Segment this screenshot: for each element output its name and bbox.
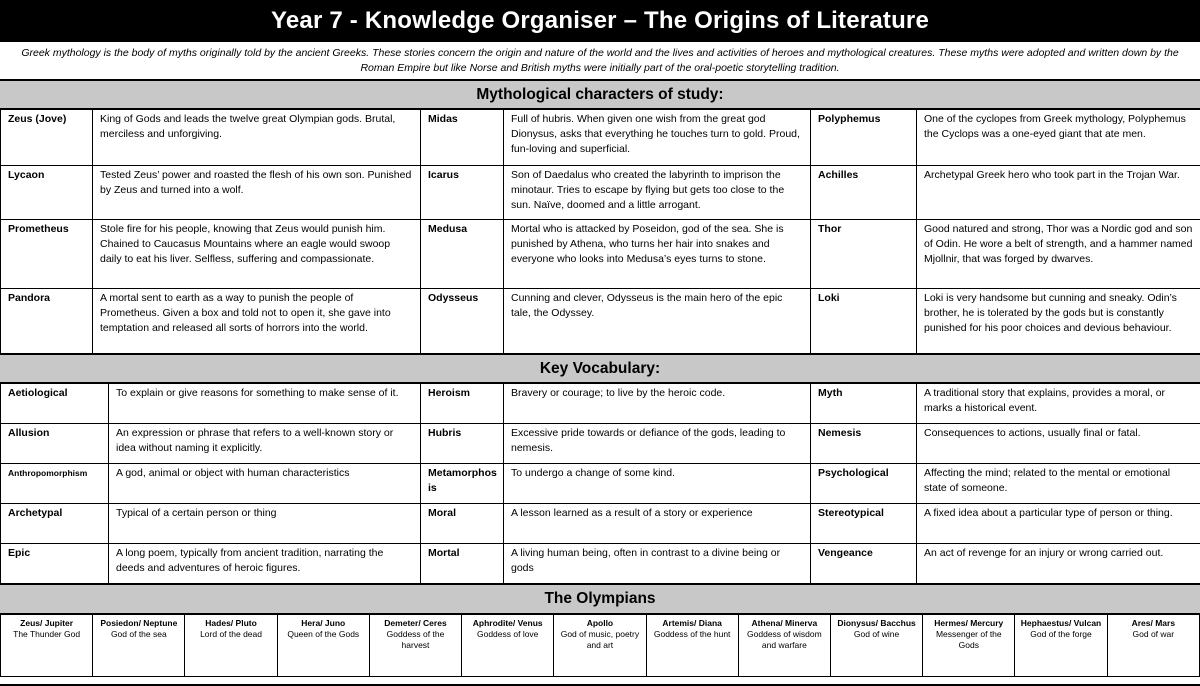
character-description: Loki is very handsome but cunning and sneaky. Odin’s brother, he is tolerated by the gods but is constantly punished for his poor choices and devious behaviour.	[917, 289, 1200, 354]
olympian-role: The Thunder God	[13, 629, 81, 639]
table-row	[1, 615, 1200, 677]
olympian-name: Hermes/ Mercury	[934, 618, 1004, 628]
vocab-term: Moral	[421, 504, 504, 544]
character-name: Lycaon	[1, 166, 93, 220]
vocab-definition: Bravery or courage; to live by the heroic code.	[504, 384, 811, 424]
character-name: Thor	[811, 220, 917, 289]
character-description: Tested Zeus’ power and roasted the flesh of his own son. Punished by Zeus and turned into a wolf.	[93, 166, 421, 220]
olympian-role: God of music, poetry and art	[560, 629, 640, 650]
olympian-name: Posiedon/ Neptune	[100, 618, 178, 628]
character-description: Cunning and clever, Odysseus is the main hero of the epic tale, the Odyssey.	[504, 289, 811, 354]
table-row	[1, 544, 1200, 584]
characters-heading: Mythological characters of study:	[0, 80, 1200, 109]
vocab-definition: To undergo a change of some kind.	[504, 464, 811, 504]
olympian-role: Lord of the dead	[200, 629, 262, 639]
table-row	[1, 220, 1200, 289]
vocab-definition: A fixed idea about a particular type of person or thing.	[917, 504, 1200, 544]
olympian-cell	[923, 615, 1015, 677]
character-name: Loki	[811, 289, 917, 354]
vocabulary-table	[0, 383, 1200, 584]
vocab-definition: To explain or give reasons for something to make sense of it.	[109, 384, 421, 424]
character-description: King of Gods and leads the twelve great Olympian gods. Brutal, merciless and unforgiving.	[93, 110, 421, 166]
vocab-definition: Typical of a certain person or thing	[109, 504, 421, 544]
vocab-term: Aetiological	[1, 384, 109, 424]
olympian-role: Goddess of the hunt	[653, 629, 731, 639]
olympian-role: Goddess of the harvest	[386, 629, 445, 650]
olympian-cell	[462, 615, 554, 677]
olympian-cell	[830, 615, 922, 677]
olympian-name: Zeus/ Jupiter	[20, 618, 74, 628]
character-description: Mortal who is attacked by Poseidon, god of the sea. She is punished by Athena, who turns her hair into snakes and everyone who looks into Medusa’s eyes turns to stone.	[504, 220, 811, 289]
vocab-definition: A long poem, typically from ancient tradition, narrating the deeds and adventures of heroic figures.	[109, 544, 421, 584]
olympian-name: Demeter/ Ceres	[384, 618, 447, 628]
vocab-definition: An act of revenge for an injury or wrong carried out.	[917, 544, 1200, 584]
character-name: Pandora	[1, 289, 93, 354]
olympian-cell	[1, 615, 93, 677]
olympian-name: Apollo	[586, 618, 614, 628]
olympian-name: Hephaestus/ Vulcan	[1020, 618, 1102, 628]
vocab-definition: An expression or phrase that refers to a well-known story or idea without naming it explicitly.	[109, 424, 421, 464]
vocab-term: Allusion	[1, 424, 109, 464]
table-row	[1, 424, 1200, 464]
character-name: Zeus (Jove)	[1, 110, 93, 166]
vocab-definition: Consequences to actions, usually final or fatal.	[917, 424, 1200, 464]
character-description: A mortal sent to earth as a way to punish the people of Prometheus. Given a box and told not to open it, she gave into temptation and released all sorts of horrors into the world.	[93, 289, 421, 354]
olympian-cell	[1015, 615, 1107, 677]
olympian-name: Hera/ Juno	[301, 618, 346, 628]
character-name: Icarus	[421, 166, 504, 220]
character-name: Medusa	[421, 220, 504, 289]
vocab-definition: A god, animal or object with human characteristics	[109, 464, 421, 504]
olympian-name: Ares/ Mars	[1131, 618, 1176, 628]
vocab-term: Stereotypical	[811, 504, 917, 544]
vocab-term: Heroism	[421, 384, 504, 424]
character-description: Stole fire for his people, knowing that Zeus would punish him. Chained to Caucasus Mountains where an eagle would swoop daily to eat his liver. Selfless, suffering and compassionate.	[93, 220, 421, 289]
character-name: Prometheus	[1, 220, 93, 289]
character-description: Full of hubris. When given one wish from the great god Dionysus, asks that everything he touches turn to gold. Proud, fun-loving and superficial.	[504, 110, 811, 166]
character-description: Good natured and strong, Thor was a Nordic god and son of Odin. He wore a belt of strength, and a hammer named Mjollnir, that was forged by dwarves.	[917, 220, 1200, 289]
vocab-definition: A living human being, often in contrast to a divine being or gods	[504, 544, 811, 584]
vocab-definition: Affecting the mind; related to the mental or emotional state of someone.	[917, 464, 1200, 504]
vocab-term: Mortal	[421, 544, 504, 584]
olympian-role: God of the sea	[110, 629, 167, 639]
vocab-term: Epic	[1, 544, 109, 584]
table-row	[1, 289, 1200, 354]
olympians-table	[0, 614, 1200, 677]
vocab-definition: Excessive pride towards or defiance of the gods, leading to nemesis.	[504, 424, 811, 464]
characters-table	[0, 109, 1200, 354]
intro-paragraph: Greek mythology is the body of myths originally told by the ancient Greeks. These stories concern the origin and nature of the world and the lives and activities of heroes and mythological creatures. These myths were adopted and written down by the Roman Empire but like Norse and British myths were initially part of the oral-poetic storytelling tradition.	[0, 42, 1200, 80]
olympian-cell	[277, 615, 369, 677]
vocab-term: Nemesis	[811, 424, 917, 464]
character-description: Archetypal Greek hero who took part in the Trojan War.	[917, 166, 1200, 220]
olympian-name: Aphrodite/ Venus	[472, 618, 543, 628]
olympian-role: Goddess of love	[476, 629, 539, 639]
table-row	[1, 110, 1200, 166]
vocab-term: Vengeance	[811, 544, 917, 584]
olympian-name: Hades/ Pluto	[205, 618, 257, 628]
olympian-name: Artemis/ Diana	[662, 618, 722, 628]
olympian-name: Dionysus/ Bacchus	[837, 618, 916, 628]
olympian-cell	[369, 615, 461, 677]
vocabulary-heading: Key Vocabulary:	[0, 354, 1200, 383]
olympian-role: Queen of the Gods	[287, 629, 360, 639]
character-name: Polyphemus	[811, 110, 917, 166]
olympian-role: God of war	[1132, 629, 1175, 639]
olympian-name: Athena/ Minerva	[751, 618, 818, 628]
character-description: Son of Daedalus who created the labyrinth to imprison the minotaur. Tries to escape by flying but gets too close to the sun. Naïve, doomed and a little arrogant.	[504, 166, 811, 220]
vocab-term: Psychological	[811, 464, 917, 504]
table-row	[1, 384, 1200, 424]
vocab-term: Archetypal	[1, 504, 109, 544]
olympian-role: God of the forge	[1030, 629, 1092, 639]
vocab-term: Myth	[811, 384, 917, 424]
table-row	[1, 166, 1200, 220]
olympian-cell	[646, 615, 738, 677]
vocab-term: Anthropomorphism	[1, 464, 109, 504]
olympians-heading: The Olympians	[0, 584, 1200, 614]
character-name: Achilles	[811, 166, 917, 220]
olympian-cell	[185, 615, 277, 677]
table-row	[1, 464, 1200, 504]
page-title: Year 7 - Knowledge Organiser – The Origins of Literature	[0, 0, 1200, 42]
table-row	[1, 504, 1200, 544]
olympian-cell	[554, 615, 646, 677]
olympian-role: God of wine	[853, 629, 900, 639]
vocab-definition: A lesson learned as a result of a story or experience	[504, 504, 811, 544]
olympian-cell	[738, 615, 830, 677]
character-name: Midas	[421, 110, 504, 166]
vocab-definition: A traditional story that explains, provides a moral, or marks a historical event.	[917, 384, 1200, 424]
vocab-term: Metamorphosis	[421, 464, 504, 504]
vocab-term: Hubris	[421, 424, 504, 464]
olympian-role: Goddess of wisdom and warfare	[747, 629, 822, 650]
olympian-cell	[93, 615, 185, 677]
olympian-role: Messenger of the Gods	[935, 629, 1002, 650]
character-description: One of the cyclopes from Greek mythology, Polyphemus the Cyclops was a one-eyed giant that ate men.	[917, 110, 1200, 166]
character-name: Odysseus	[421, 289, 504, 354]
olympian-cell	[1107, 615, 1199, 677]
